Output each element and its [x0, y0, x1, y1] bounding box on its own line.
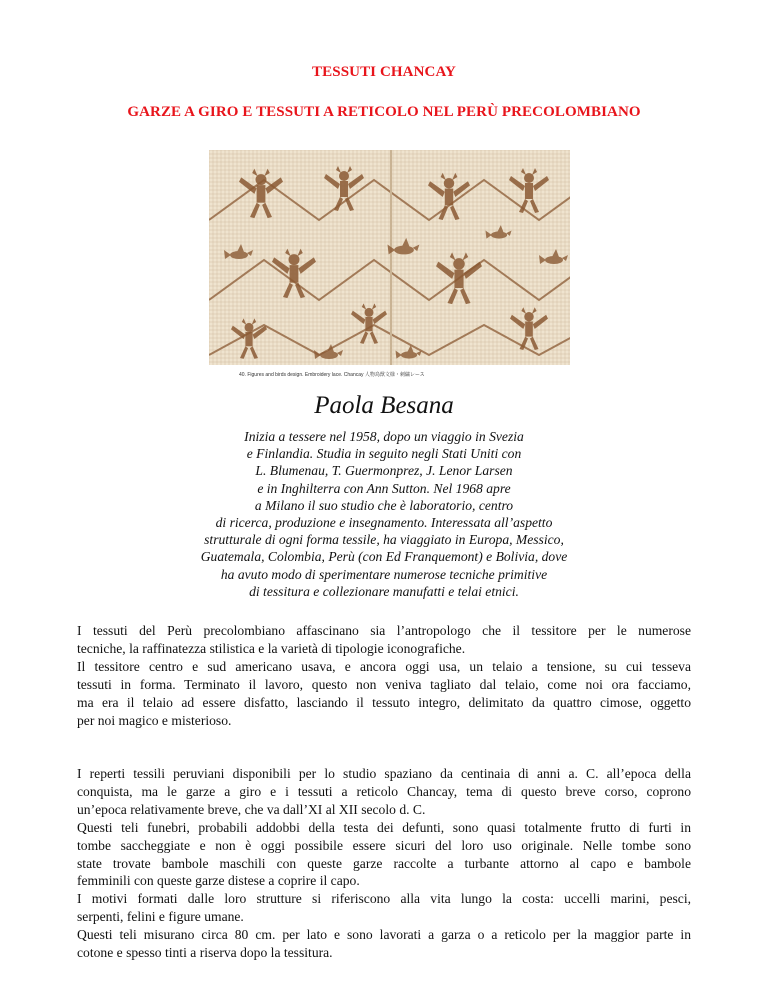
paragraph-line: ma era il telaio ad essere disfatto, lasciando il tessuto integro, delimitato da quattro cimose, oggetto: [77, 694, 691, 710]
bio-line: e in Inghilterra con Ann Sutton. Nel 1968 apre: [257, 480, 511, 496]
paragraph-line: cotone e spesso tinti a riserva dopo la tessitura.: [77, 945, 333, 961]
bio-line: Inizia a tessere nel 1958, dopo un viaggio in Svezia: [244, 429, 524, 444]
paragraph-line: tessuti in forma. Terminato il lavoro, questo non veniva tagliato dal telaio, come noi ora facciamo,: [77, 676, 691, 692]
bio-line: strutturale di ogni forma tessile, ha viaggiato in Europa, Messico,: [204, 532, 564, 548]
paragraph-line: I motivi formati dalle loro strutture si riferiscono alla vita lungo la costa: uccelli marini, pesci,: [77, 891, 691, 907]
paragraph-line: state trovate bambole maschili con queste garze raccolte a turbante attorno al capo e bambole: [77, 855, 691, 871]
bio-line: di tessitura e collezionare manufatti e telai etnici.: [249, 583, 519, 599]
paragraph-line: I reperti tessili peruviani disponibili per lo studio spaziano da centinaia di anni a. C. all’epoca della: [77, 766, 691, 781]
body-paragraph-history: [77, 765, 691, 962]
author-name: Paola Besana: [314, 392, 454, 419]
paragraph-line: tombe saccheggiate e non è oggi possibile essere sicuri del loro uso originale. Nelle tombe sono: [77, 837, 691, 853]
body-paragraph-intro: [77, 622, 691, 729]
paragraph-line: serpenti, felini e figure umane.: [77, 909, 244, 925]
paragraph-line: tecniche, la raffinatezza stilistica e la varietà di tipologie iconografiche.: [77, 640, 466, 656]
bio-line: Guatemala, Colombia, Perù (con Ed Franquemont) e Bolivia, dove: [200, 549, 568, 565]
document-title: TESSUTI CHANCAY: [312, 64, 456, 80]
paragraph-line: un’epoca relativamente breve, che va dall’XI al XII secolo d. C.: [77, 801, 426, 817]
bio-line: a Milano il suo studio che è laboratorio, centro: [254, 497, 514, 513]
paragraph-line: conquista, ma le garze a giro e i tessuti a reticolo Chancay, tema di questo breve corso, coprono: [77, 783, 691, 799]
document-subtitle: GARZE A GIRO E TESSUTI A RETICOLO NEL PERÙ PRECOLOMBIANO: [127, 104, 641, 120]
textile-pattern-image: [209, 150, 570, 382]
paragraph-line: Il tessitore centro e sud americano usava, e ancora oggi usa, un telaio a tensione, su cui tesseva: [77, 658, 691, 674]
bio-line: ha avuto modo di sperimentare numerose tecniche primitive: [220, 566, 548, 582]
paragraph-line: per noi magico e misterioso.: [77, 712, 232, 728]
chancay-textile-photo: [209, 150, 570, 382]
figure-caption: 40. Figures and birds design. Embroidery lace. Chancay 人物鳥獣文様・刺繍レース: [239, 372, 425, 378]
paragraph-line: I tessuti del Perù precolombiano affascinano sia l’antropologo che il tessitore per le numerose: [77, 623, 691, 638]
paragraph-line: Questi teli funebri, probabili addobbi della testa dei defunti, sono quasi totalmente frutto di furti in: [77, 819, 691, 835]
paragraph-line: femminili con queste garze distese a coprire il capo.: [77, 873, 360, 889]
author-bio: [100, 428, 668, 600]
paragraph-line: Questi teli misurano circa 80 cm. per lato e sono lavorati a garza o a reticolo per la maggior parte in: [77, 927, 691, 943]
bio-line: e Finlandia. Studia in seguito negli Stati Uniti con: [246, 446, 522, 462]
bio-line: L. Blumenau, T. Guermonprez, J. Lenor Larsen: [255, 463, 513, 479]
bio-line: di ricerca, produzione e insegnamento. Interessata all’aspetto: [215, 515, 553, 531]
